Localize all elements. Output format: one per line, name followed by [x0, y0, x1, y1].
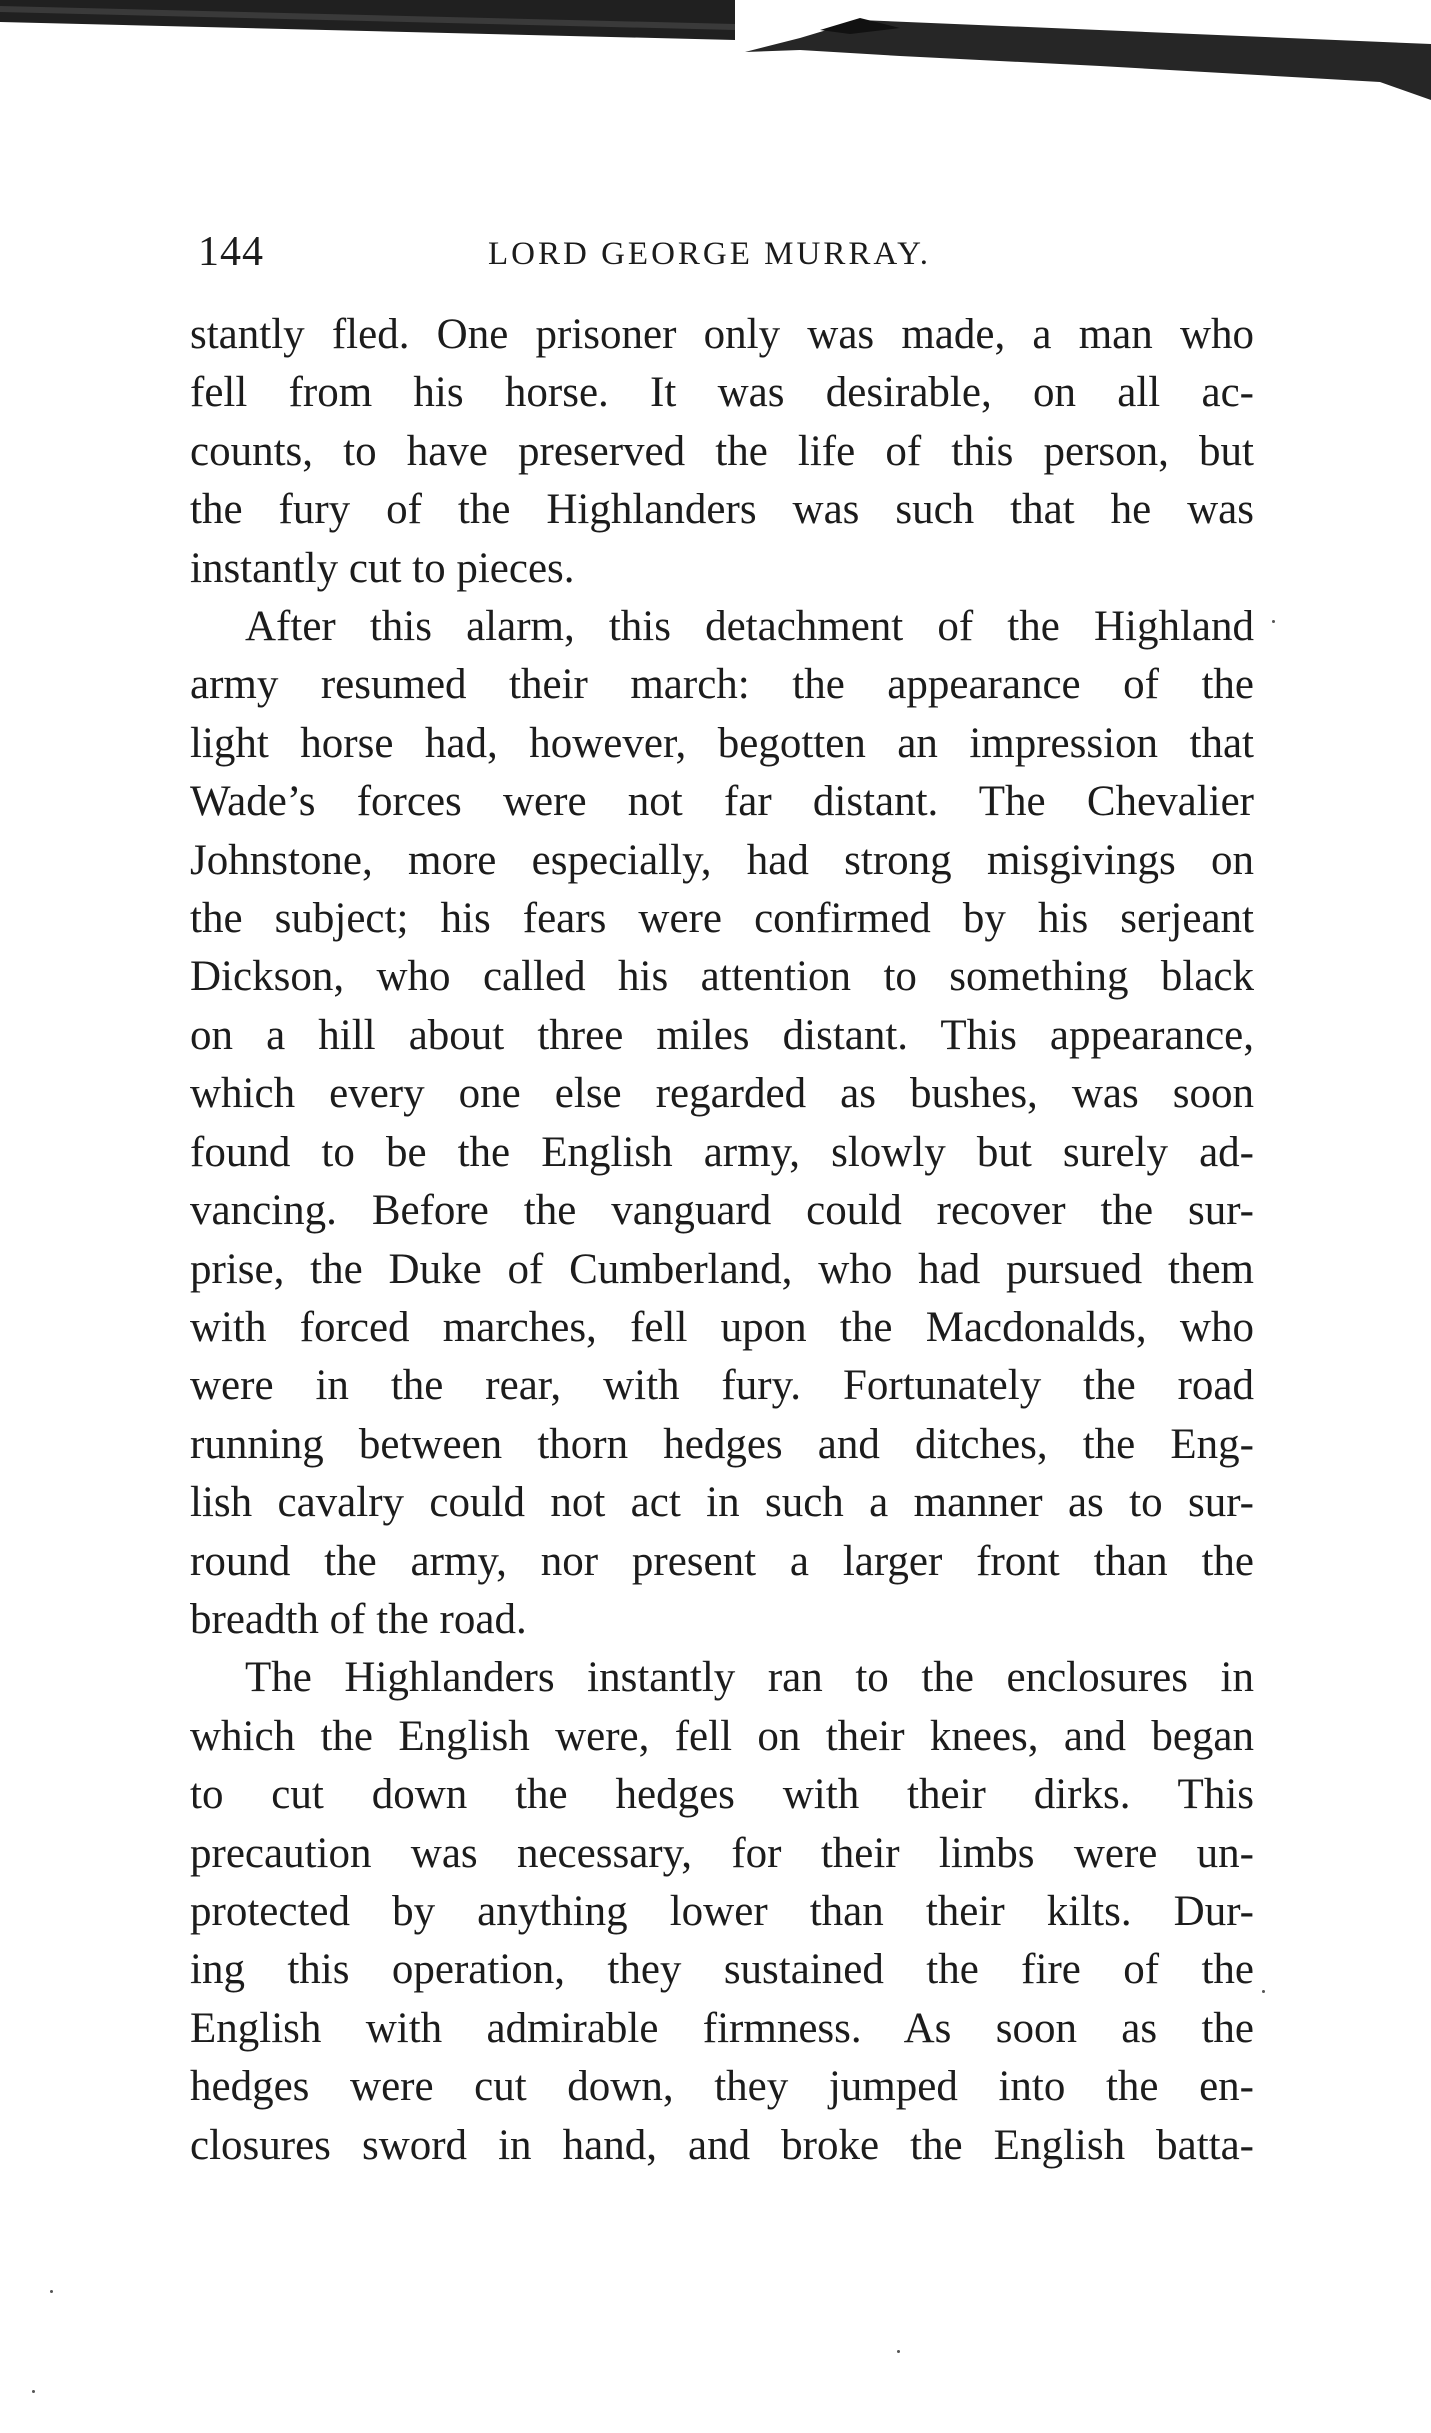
paragraph-3 — [190, 1649, 1254, 2175]
text-line: Johnstone, more especially, had strong misgivings on — [190, 836, 1254, 884]
text-line: precaution was necessary, for their limbs were un- — [190, 1829, 1254, 1877]
text-line: hedges were cut down, they jumped into the en- — [190, 2063, 1254, 2111]
text-line: running between thorn hedges and ditches, the Eng- — [190, 1420, 1254, 1468]
page-speck — [50, 2290, 53, 2293]
text-line: After this alarm, this detachment of the Highland — [245, 603, 1254, 651]
page-speck — [1262, 1990, 1265, 1993]
paragraph-1 — [190, 306, 1254, 598]
body-text — [190, 306, 1254, 2175]
text-line: the fury of the Highlanders was such that he was — [190, 486, 1254, 534]
paragraph-2 — [190, 598, 1254, 1649]
text-line: prise, the Duke of Cumberland, who had pursued them — [190, 1245, 1254, 1293]
running-head: LORD GEORGE MURRAY. — [488, 236, 931, 272]
text-line: closures sword in hand, and broke the English batta- — [190, 2121, 1254, 2169]
text-line: army resumed their march: the appearance of the — [190, 661, 1254, 709]
text-line: ing this operation, they sustained the fire of the — [190, 1946, 1254, 1994]
text-line: The Highlanders instantly ran to the enclosures in — [245, 1654, 1254, 1702]
text-line: vancing. Before the vanguard could recover the sur- — [190, 1187, 1254, 1235]
text-line: protected by anything lower than their kilts. Dur- — [190, 1887, 1254, 1935]
text-line: which the English were, fell on their knees, and began — [190, 1712, 1254, 1760]
text-line: were in the rear, with fury. Fortunately the road — [190, 1362, 1254, 1410]
text-line: with forced marches, fell upon the Macdonalds, who — [190, 1303, 1254, 1351]
text-line: Wade’s forces were not far distant. The Chevalier — [190, 778, 1254, 826]
text-line: light horse had, however, begotten an impression that — [190, 719, 1254, 767]
text-line: found to be the English army, slowly but surely ad- — [190, 1128, 1254, 1176]
text-line: breadth of the road. — [190, 1595, 527, 1643]
text-line: lish cavalry could not act in such a manner as to sur- — [190, 1479, 1254, 1527]
text-line: English with admirable firmness. As soon as the — [190, 2004, 1254, 2052]
text-line: which every one else regarded as bushes, was soon — [190, 1070, 1254, 1118]
page-speck — [1272, 620, 1275, 623]
text-line: Dickson, who called his attention to something black — [190, 953, 1254, 1001]
page-number: 144 — [198, 229, 264, 275]
page-speck — [897, 2350, 900, 2353]
text-line: to cut down the hedges with their dirks. This — [190, 1771, 1254, 1819]
page-edge-rule — [0, 0, 1431, 110]
text-line: counts, to have preserved the life of this person, but — [190, 427, 1254, 475]
text-line: on a hill about three miles distant. This appearance, — [190, 1011, 1254, 1059]
text-line: instantly cut to pieces. — [190, 544, 575, 592]
text-line: the subject; his fears were confirmed by his serjeant — [190, 895, 1254, 943]
page-header — [198, 228, 1258, 288]
text-line: fell from his horse. It was desirable, on all ac- — [190, 369, 1254, 417]
text-line: stantly fled. One prisoner only was made, a man who — [190, 311, 1254, 358]
page-speck — [32, 2390, 35, 2393]
text-line: round the army, nor present a larger front than the — [190, 1537, 1254, 1585]
